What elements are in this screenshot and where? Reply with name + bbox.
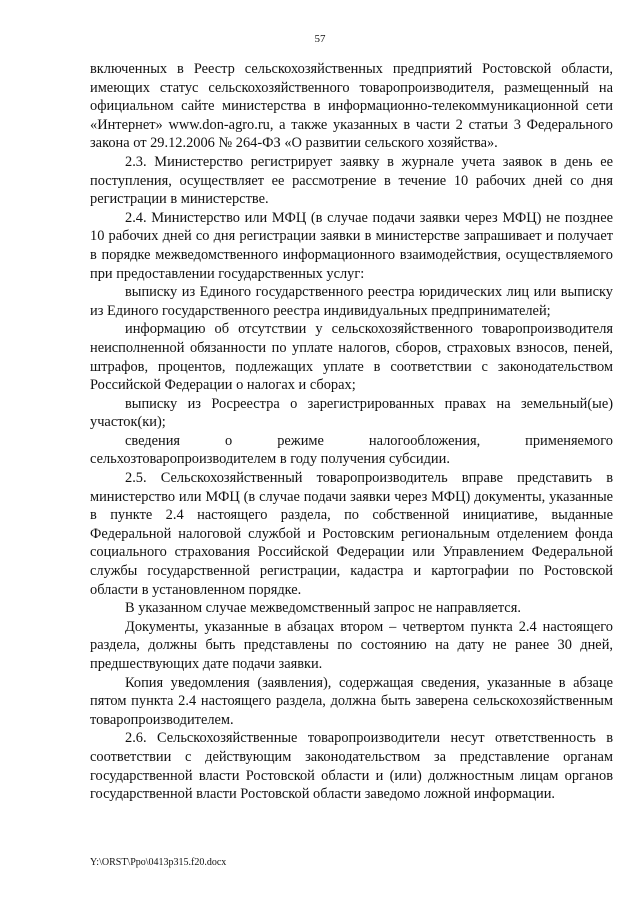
paragraph-copy-certified: Копия уведомления (заявления), содержащая сведения, указанные в абзаце пятом пункта 2.4 настоящего раздела, должна быть заверена сельскохозяйственным товаропроизводителем. xyxy=(90,674,613,728)
paragraph-continuation: включенных в Реестр сельскохозяйственных предприятий Ростовской области, имеющих статус сельскохозяйственного товаропроизводителя, размещенный на официальном сайте министерства в информационно-телекоммуникационной сети «Интернет» www.don-agro.ru, а также указанных в части 2 статьи 3 Федерального закона от 29.12.2006 № 264-ФЗ «О развитии сельского хозяйства». xyxy=(90,61,613,152)
paragraph-no-request: В указанном случае межведомственный запрос не направляется. xyxy=(125,600,521,617)
paragraph-egrul-extract: выписку из Единого государственного реестра юридических лиц или выписку из Единого государственного реестра индивидуальных предпринимателей; xyxy=(90,284,613,319)
paragraph-2-4: 2.4. Министерство или МФЦ (в случае подачи заявки через МФЦ) не позднее 10 рабочих дней со дня регистрации заявки в министерстве запрашивает и получает в порядке межведомственного информационного взаимодействия, осуществляемого при предоставлении государственных услуг: xyxy=(90,209,613,282)
paragraph-tax-regime: сведения о режиме налогообложения, применяемого сельхозтоваропроизводителем в году получения субсидии. xyxy=(90,432,613,468)
footer-file-path: Y:\ORST\Ppo\0413p315.f20.docx xyxy=(90,857,227,868)
paragraph-documents-date: Документы, указанные в абзацах втором – четвертом пункта 2.4 настоящего раздела, должны быть представлены по состоянию на дату не ранее 30 дней, предшествующих дате подачи заявки. xyxy=(90,618,613,672)
paragraph-tax-debt-info: информацию об отсутствии у сельскохозяйственного товаропроизводителя неисполненной обязанности по уплате налогов, сборов, страховых взносов, пеней, штрафов, процентов, подлежащих уплате в соответствии с законодательством Российской Федерации о налогах и сборах; xyxy=(90,321,613,394)
paragraph-2-6: 2.6. Сельскохозяйственные товаропроизводители несут ответственность в соответствии с действующим законодательством за представление органам государственной власти Ростовской области и (или) должностным лицам органов государственной власти Ростовской области заведомо ложной информации. xyxy=(90,730,613,803)
paragraph-2-5: 2.5. Сельскохозяйственный товаропроизводитель вправе представить в министерство или МФЦ (в случае подачи заявки через МФЦ) документы, указанные в пункте 2.4 настоящего раздела, по собственной инициативе, выданные Федеральной налоговой службой и Ростовским региональным отделением фонда социального страхования Российской Федерации или Управлением Федеральной службы государственной регистрации, кадастра и картографии по Ростовской области в установленном порядке. xyxy=(90,470,613,598)
document-body xyxy=(90,60,613,804)
paragraph-rosreestr-extract: выписку из Росреестра о зарегистрированных правах на земельный(ые) участок(ки); xyxy=(90,395,613,431)
paragraph-2-3: 2.3. Министерство регистрирует заявку в журнале учета заявок в день ее поступления, осуществляет ее рассмотрение в течение 10 рабочих дней со дня регистрации в министерстве. xyxy=(90,153,613,208)
page-number: 57 xyxy=(314,33,326,45)
